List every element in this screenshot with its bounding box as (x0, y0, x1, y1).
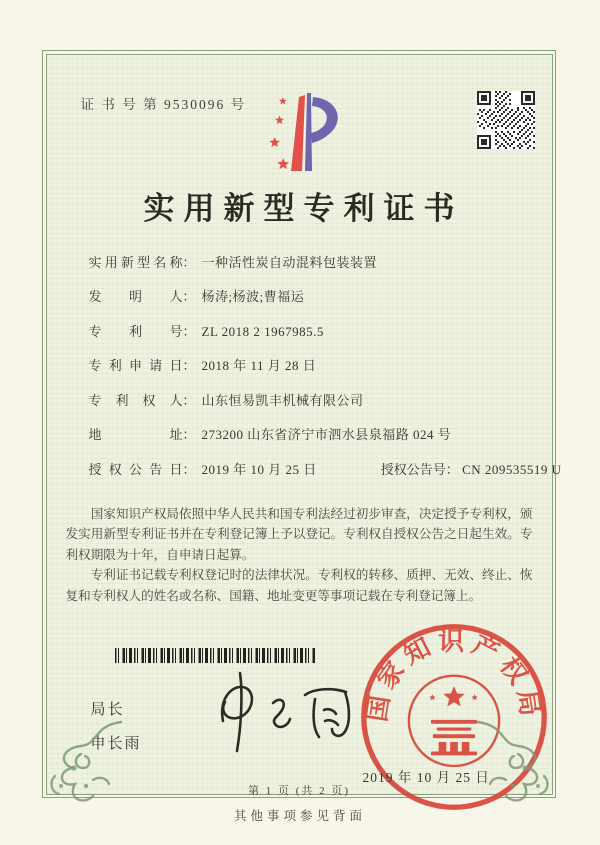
back-side-note: 其他事项参见背面 (233, 809, 366, 823)
legal-paragraphs (66, 504, 533, 607)
field-address: 地址： 273200 山东省济宁市泗水县泉福路 024 号 (89, 424, 530, 443)
official-title: 局长 (90, 701, 125, 718)
certificate-border-frame (42, 50, 562, 798)
cnipa-logo-icon (250, 81, 354, 177)
certificate-title: 实用新型专利证书 (143, 190, 464, 226)
official-name: 申长雨 (90, 735, 142, 752)
paragraph-grant-statement: 国家知识产权局依照中华人民共和国专利法经过初步审查，决定授予专利权，颁发实用新型专利证书并在专利登记簿上予以登记。专利权自授权公告之日起生效。专利权期限为十年，自申请日起算。 (65, 506, 533, 562)
field-value: ZL 2018 2 1967985.5 (201, 323, 324, 339)
certificate-inner-area (46, 54, 562, 797)
page-indicator: 第 1 页 (共 2 页) (247, 784, 351, 797)
field-value: 山东恒易凯丰机械有限公司 (201, 392, 364, 408)
field-value: 2018 年 11 月 28 日 (201, 358, 317, 373)
field-inventors: 发明人： 杨涛;杨波;曹福运 (89, 286, 530, 305)
field-label: 专利号 (88, 323, 183, 339)
field-value: 273200 山东省济宁市泗水县泉福路 024 号 (201, 427, 452, 442)
field-label: 专利申请日 (88, 358, 183, 373)
paragraph-register-statement: 专利证书记载专利权登记时的法律状况。专利权的转移、质押、无效、终止、恢复和专利权人的姓名或名称、国籍、地址变更等事项记载在专利登记簿上。 (65, 568, 533, 603)
field-label: 地址 (88, 427, 183, 442)
field-patent-number: 专利号： ZL 2018 2 1967985.5 (89, 321, 530, 340)
field-patentee: 专利权人： 山东恒易凯丰机械有限公司 (89, 390, 530, 409)
barcode (115, 648, 315, 663)
field-grant-date-and-number: 授权公告日： 2019 年 10 月 25 日 授权公告号： CN 209535519 U (89, 459, 530, 478)
field-value-grant-number: CN 209535519 U (462, 461, 562, 477)
certificate-number: 证 书 号 第 9530096 号 (80, 96, 247, 112)
certificate-fields (88, 252, 562, 494)
field-label: 发明人 (88, 289, 183, 304)
field-label-grant-number: 授权公告号： (380, 461, 459, 477)
field-utility-model-name: 实用新型名称： 一种活性炭自动混料包装装置 (89, 252, 530, 271)
field-value: 2019 年 10 月 25 日 (201, 461, 317, 477)
field-application-date: 专利申请日： 2018 年 11 月 28 日 (89, 355, 530, 374)
field-value: 一种活性炭自动混料包装装置 (201, 254, 378, 270)
corner-flourish-icon (472, 716, 558, 802)
field-label: 授权公告日 (88, 461, 183, 477)
seal-date: 2019 年 10 月 25 日 (362, 769, 490, 785)
field-label: 实用新型名称 (88, 254, 183, 270)
field-value: 杨涛;杨波;曹福运 (201, 289, 305, 304)
national-emblem-icon (429, 686, 478, 755)
corner-flourish-icon (41, 716, 127, 802)
signature-icon (193, 663, 373, 763)
qr-code-icon (477, 91, 535, 149)
seal-text: 国家知识产权局 (361, 626, 546, 724)
field-label: 专利权人 (88, 392, 183, 408)
